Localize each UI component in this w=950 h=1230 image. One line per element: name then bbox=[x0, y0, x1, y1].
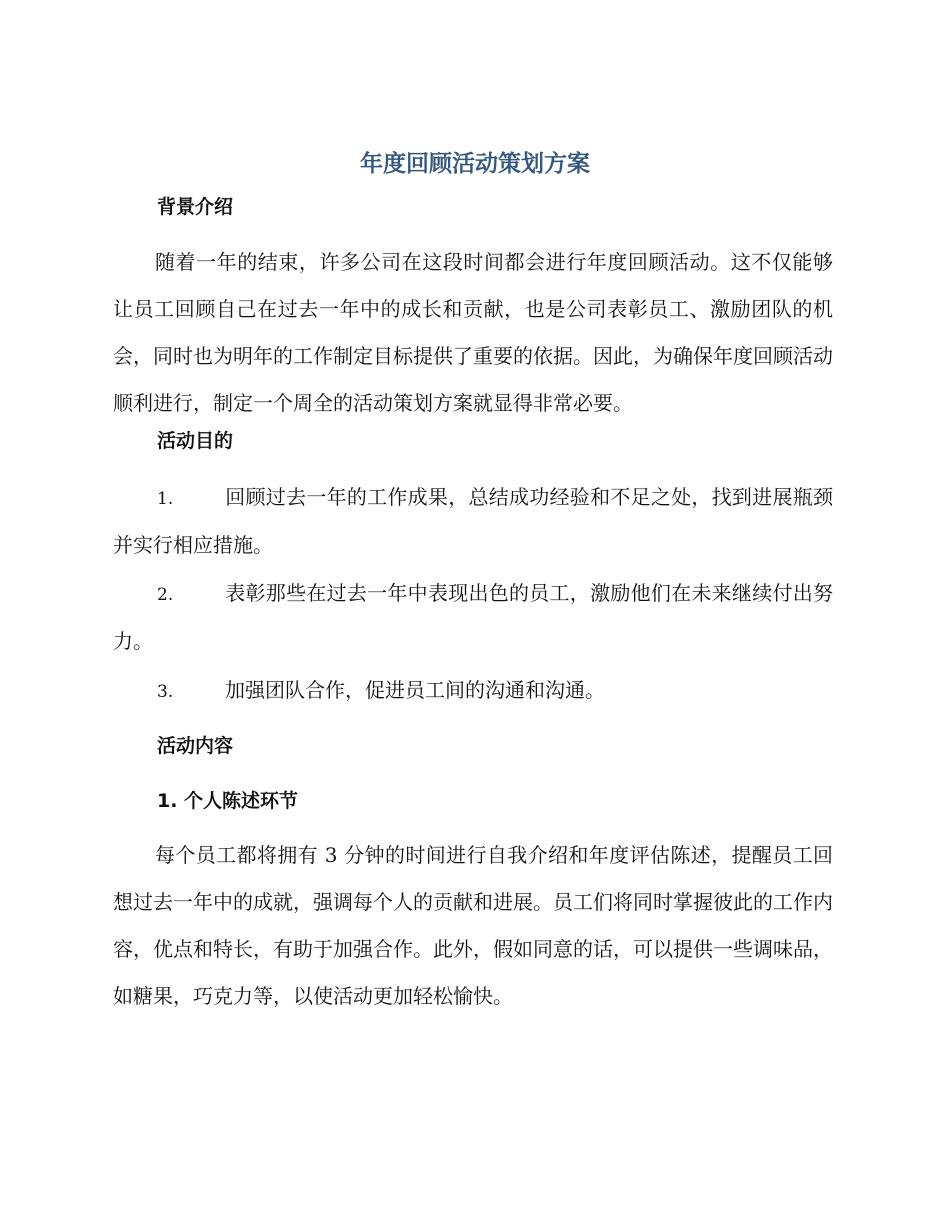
list-item-text: 加强团队合作，促进员工间的沟通和沟通。 bbox=[225, 678, 605, 702]
background-paragraph: 随着一年的结束，许多公司在这段时间都会进行年度回顾活动。这不仅能够让员工回顾自己在过去一年中的成长和贡献，也是公司表彰员工、激励团队的机会，同时也为明年的工作制定目标提供了重要的依据。因此，为确保年度回顾活动顺利进行，制定一个周全的活动策划方案就显得非常必要。 bbox=[113, 250, 833, 415]
list-item-text: 表彰那些在过去一年中表现出色的员工，激励他们在未来继续付出努力。 bbox=[113, 581, 833, 653]
section-heading-content: 活动内容 bbox=[157, 735, 234, 757]
section-heading-background: 背景介绍 bbox=[157, 196, 234, 218]
purpose-list-item-2 bbox=[113, 570, 833, 664]
list-number: 3. bbox=[157, 682, 174, 702]
section-heading-purpose: 活动目的 bbox=[157, 430, 234, 452]
list-number: 1. bbox=[157, 489, 174, 509]
list-item-text: 回顾过去一年的工作成果，总结成功经验和不足之处，找到进展瓶颈并实行相应措施。 bbox=[113, 485, 833, 557]
purpose-list-item-1 bbox=[113, 474, 833, 568]
content-paragraph: 每个员工都将拥有 3 分钟的时间进行自我介绍和年度评估陈述，提醒员工回想过去一年中的成就，强调每个人的贡献和进展。员工们将同时掌握彼此的工作内容，优点和特长，有助于加强合作。此外，假如同意的话，可以提供一些调味品，如糖果，巧克力等，以使活动更加轻松愉快。 bbox=[113, 843, 833, 1008]
list-number: 2. bbox=[157, 585, 174, 605]
document-title: 年度回顾活动策划方案 bbox=[360, 151, 590, 177]
purpose-list-item-3 bbox=[113, 667, 833, 715]
subsection-heading-personal-statement: 1. 个人陈述环节 bbox=[157, 790, 299, 812]
